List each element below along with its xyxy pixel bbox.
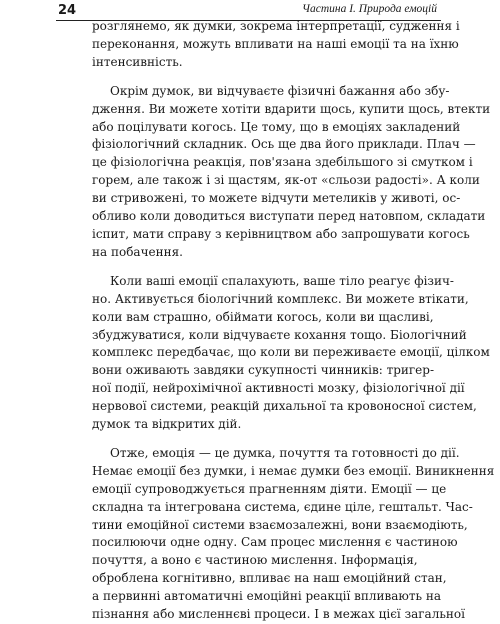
paragraph <box>92 445 495 624</box>
text-line: складна та інтегрована система, єдине ціле, гештальт. Час- <box>92 499 473 514</box>
text-line: дження. Ви можете хотіти вдарити щось, купити щось, втекти <box>92 101 491 116</box>
text-line: Окрім думок, ви відчуваєте фізичні бажання або збу- <box>110 83 450 98</box>
text-line: тини емоційної системи взаємозалежні, вони взаємодіють, <box>92 517 468 532</box>
text-line: коли вам страшно, обіймати когось, коли ви щасливі, <box>92 309 434 324</box>
text-line: емоції супроводжується прагненням діяти. Емоції — це <box>92 481 447 496</box>
text-line: почуття, а воно є частиною мислення. Інформація, <box>92 553 418 568</box>
text-line: фізіологічний складник. Ось ще два його приклади. Плач — <box>92 137 476 152</box>
text-line: обливо коли доводиться виступати перед натовпом, складати <box>92 209 486 224</box>
running-head: Частина І. Природа емоцій <box>302 3 437 15</box>
text-line: переконання, можуть впливати на наші емоції та на їхню <box>92 36 459 51</box>
text-line: но. Активується біологічний комплекс. Ви можете втікати, <box>92 291 469 306</box>
text-line: горем, але також і зі щастям, як-от «сльози радості». А коли <box>92 173 480 188</box>
text-line: пізнання або мисленнєві процеси. І в межах цієї загальної <box>92 607 465 622</box>
text-line: інтенсивність. <box>92 54 183 69</box>
page-number: 24 <box>58 3 77 18</box>
text-line: комплекс передбачає, що коли ви переживаєте емоції, цілком <box>92 345 490 360</box>
text-line: на побачення. <box>92 244 183 259</box>
text-line: ви стривожені, то можете відчути метеликів у животі, ос- <box>92 191 461 206</box>
text-line: Отже, емоція — це думка, почуття та готовності до дії. <box>110 445 460 460</box>
text-line: Коли ваші емоції спалахують, ваше тіло реагує фізич- <box>110 273 454 288</box>
text-line: вони оживають завдяки сукупності чинників: тригер- <box>92 363 435 378</box>
text-line: іспит, мати справу з керівництвом або запрошувати когось <box>92 226 470 241</box>
text-line: посилюючи одне одну. Сам процес мислення є частиною <box>92 535 458 550</box>
text-line: думок та відкритих дій. <box>92 417 242 432</box>
text-line: збуджуватися, коли відчуваєте кохання тощо. Біологічний <box>92 327 467 342</box>
text-line: Немає емоції без думки, і немає думки без емоції. Виникнення <box>92 463 495 478</box>
text-line: або поцілувати когось. Це тому, що в емоціях закладений <box>92 119 461 134</box>
paragraph <box>92 83 491 262</box>
text-line: нервової системи, реакцій дихальної та кровоносної систем, <box>92 399 477 414</box>
paragraph <box>92 273 490 434</box>
text-line: оброблена когнітивно, впливає на наш емоційний стан, <box>92 571 447 586</box>
text-line: це фізіологічна реакція, пов'язана здебільшого зі смутком і <box>92 155 473 170</box>
text-line: а первинні автоматичні емоційні реакції впливають на <box>92 589 442 604</box>
paragraph <box>92 18 460 72</box>
text-line: ної події, нейрохімічної активності мозку, фізіологічної дії <box>92 381 465 396</box>
body-text <box>92 18 495 624</box>
text-line: розглянемо, як думки, зокрема інтерпретації, судження і <box>92 19 460 33</box>
